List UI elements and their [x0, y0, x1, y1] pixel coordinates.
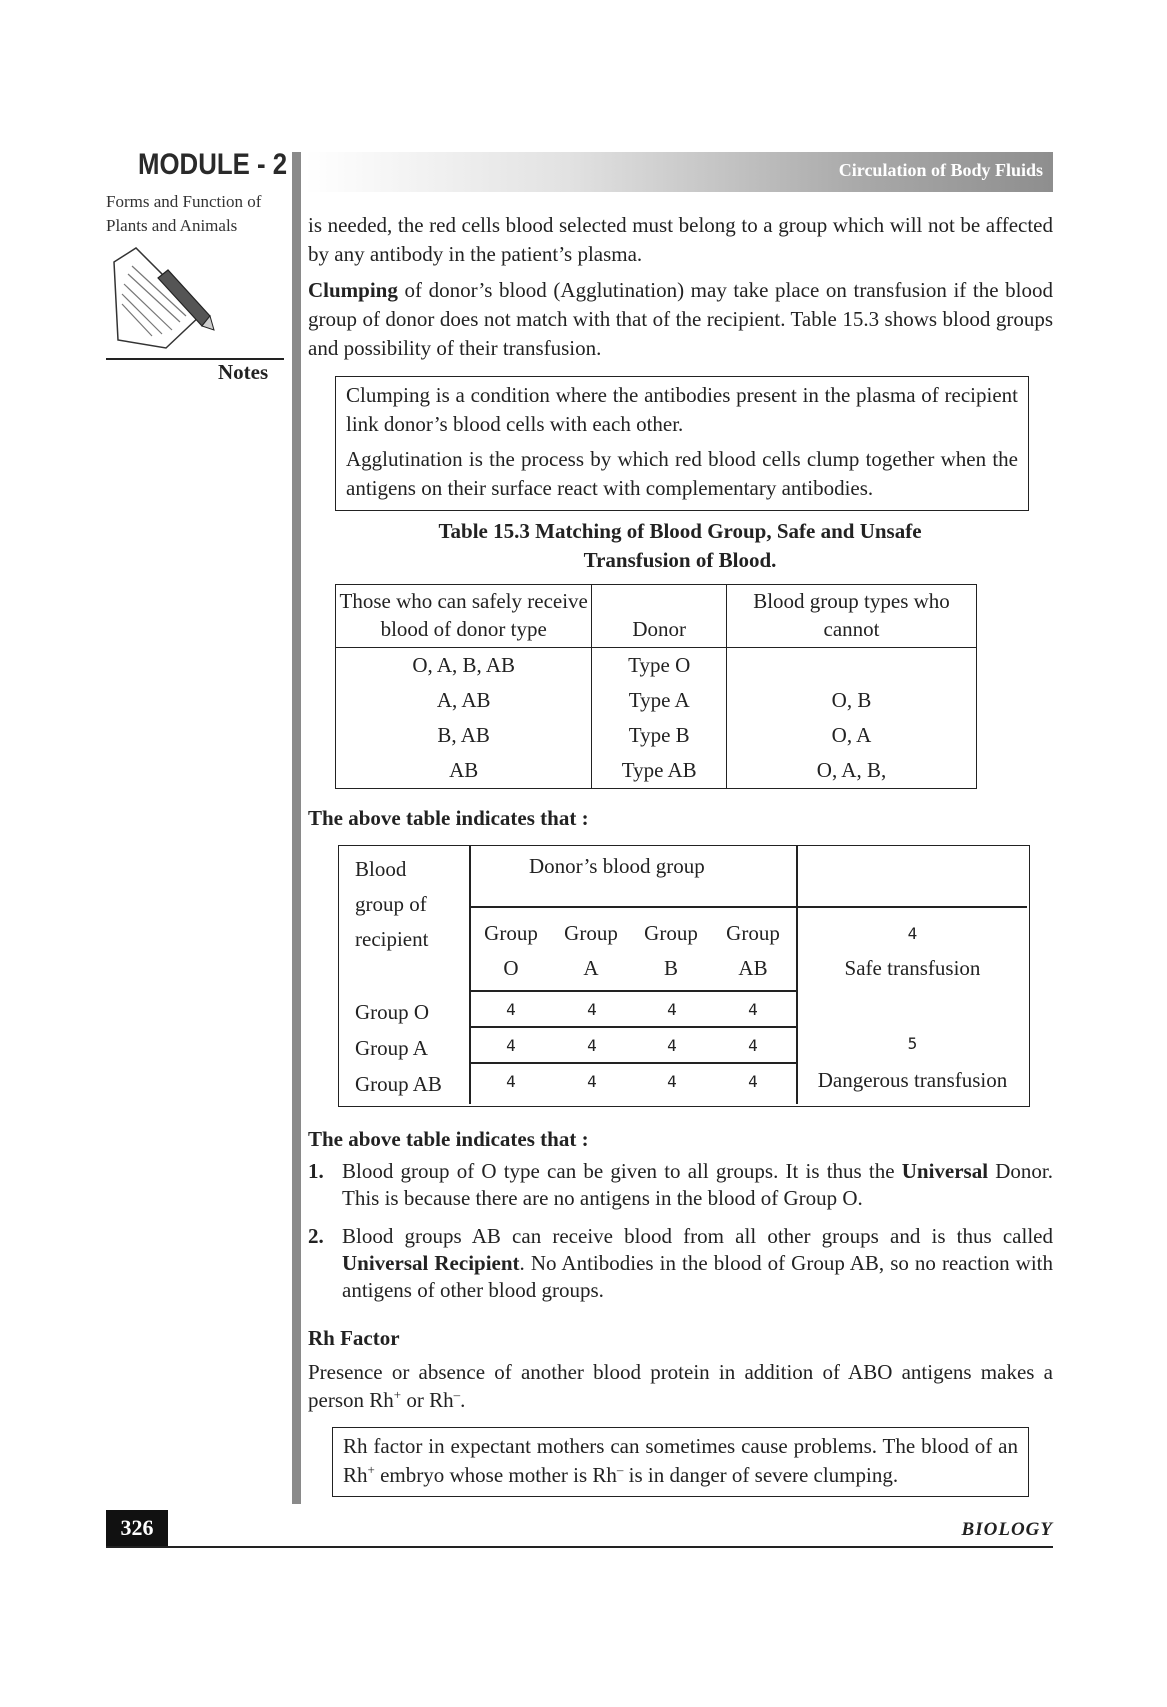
transfusion-table [335, 584, 977, 789]
point-text: Donor. This is because there are no antigens in the blood of Group O. [342, 1159, 1053, 1210]
definition-box [335, 376, 1029, 511]
list-number: 2. [308, 1224, 324, 1248]
table-cell: Type A [592, 683, 727, 718]
table-row [336, 753, 977, 789]
rh-heading: Rh Factor [308, 1326, 400, 1350]
footer-subject: BIOLOGY [961, 1519, 1053, 1540]
clumping-paragraph [308, 276, 1053, 363]
table-cell: Type B [592, 718, 727, 753]
tick-cell: 4 [667, 1000, 677, 1019]
footer-divider [106, 1546, 1053, 1548]
group-letter: B [663, 956, 678, 980]
tick-cell: 4 [667, 1036, 677, 1055]
point-bold: Universal [901, 1159, 989, 1183]
donor-group-o [470, 916, 552, 986]
rh-box-text: Rh factor in expectant mothers can sometimes cause problems. The blood of an Rh [343, 1434, 1018, 1487]
definition-agglutination: Agglutination is the process by which red blood cells clump together when the antigens on their surface react with complementary antibodies. [346, 447, 1018, 500]
donor-group-header: Donor’s blood group [529, 854, 705, 878]
intro-paragraph: is needed, the red cells blood selected must belong to a group which will not be affected by any antibody in the patient’s plasma. [308, 213, 1053, 266]
table-cell: AB [336, 753, 592, 789]
recipient-group-a: Group A [355, 1036, 428, 1060]
tick-cell: 4 [587, 1036, 597, 1055]
tick-cell: 4 [506, 1000, 516, 1019]
tick-cell: 4 [506, 1072, 516, 1091]
tick-row [470, 1064, 797, 1100]
donor-group-b [630, 916, 712, 986]
tick-cell: 4 [748, 1036, 758, 1055]
table-header: Blood group types who cannot [727, 585, 977, 648]
module-subtitle-line2: Plants and Animals [106, 216, 238, 235]
table-cell: O, A, B, [727, 753, 977, 789]
point-text: Blood group of O type can be given to all groups. It is thus the [342, 1159, 902, 1183]
table-row [336, 648, 977, 684]
rh-sup: + [393, 1387, 402, 1402]
recipient-group-o: Group O [355, 1000, 430, 1024]
point-bold: Universal Recipient [342, 1251, 520, 1275]
table-row [336, 718, 977, 753]
rh-text: Presence or absence of another blood protein in addition of ABO antigens makes a person Rh [308, 1360, 1053, 1412]
table-caption-line1: Table 15.3 Matching of Blood Group, Safe and Unsafe [438, 519, 922, 543]
points-list [308, 1158, 1053, 1304]
group-letter: AB [738, 956, 768, 980]
group-word: Group [484, 921, 538, 945]
tick-cell: 4 [667, 1072, 677, 1091]
table-cell: O, A [727, 718, 977, 753]
table-cell: Type AB [592, 753, 727, 789]
group-letter: A [583, 956, 599, 980]
table-cell: B, AB [336, 718, 592, 753]
rh-sup: – [616, 1462, 624, 1477]
group-letter: O [503, 956, 519, 980]
tick-cell: 4 [587, 1000, 597, 1019]
recipient-label-line2: group of [355, 892, 427, 916]
rh-paragraph [308, 1358, 1053, 1414]
legend-safe-label: Safe transfusion [844, 956, 981, 980]
point-text: . No Antibodies in the blood of Group AB, so no reaction with antigens of other blood groups. [342, 1251, 1054, 1302]
list-item [308, 1223, 1053, 1304]
rh-note-box [332, 1427, 1029, 1497]
list-number: 1. [308, 1159, 324, 1183]
rh-box-text: is in danger of severe clumping. [623, 1463, 899, 1487]
module-subtitle [106, 190, 286, 238]
table-caption-line2: Transfusion of Blood. [583, 548, 777, 572]
rh-sup: + [367, 1462, 375, 1477]
margin-bar [292, 152, 301, 1504]
table-summary-heading: The above table indicates that : [308, 806, 589, 830]
table-caption [360, 517, 1000, 575]
recipient-label [355, 852, 428, 957]
tick-row [470, 1028, 797, 1064]
module-subtitle-line1: Forms and Function of [106, 192, 262, 211]
recipient-row-labels [355, 994, 442, 1102]
table-row [336, 683, 977, 718]
tick-cell: 4 [506, 1036, 516, 1055]
notepad-pencil-icon [106, 244, 216, 352]
tick-cell: 4 [748, 1000, 758, 1019]
clumping-text: of donor’s blood (Agglutination) may take place on transfusion if the blood group of donor does not match with that of the recipient. Table 15.3 shows blood groups and possibility of their transfusion. [308, 278, 1053, 360]
page-number: 326 [106, 1510, 168, 1546]
table-cell: O, B [727, 683, 977, 718]
table-cell [727, 648, 977, 684]
legend-safe-symbol: 4 [907, 924, 918, 943]
point-text: Blood groups AB can receive blood from all other groups and is thus called [342, 1224, 1053, 1248]
tick-cell: 4 [587, 1072, 597, 1091]
compatibility-matrix [338, 845, 1030, 1107]
group-word: Group [644, 921, 698, 945]
group-word: Group [726, 921, 780, 945]
list-item [308, 1158, 1053, 1212]
donor-group-a [550, 916, 632, 986]
group-word: Group [564, 921, 618, 945]
legend-danger-symbol: 5 [907, 1034, 918, 1053]
recipient-label-line1: Blood [355, 857, 407, 881]
tick-row [470, 992, 797, 1028]
chapter-header [305, 152, 1053, 192]
table-header: Donor [592, 585, 727, 648]
rh-text: . [460, 1388, 466, 1412]
tick-grid [470, 992, 797, 1100]
legend-danger [798, 1026, 1027, 1098]
rh-sup: – [453, 1387, 461, 1402]
chapter-title: Circulation of Body Fluids [838, 160, 1043, 180]
module-title: MODULE - 2 [138, 148, 288, 181]
donor-group-ab [712, 916, 794, 986]
table-header: Those who can safely receive blood of donor type [336, 585, 592, 648]
rh-text: or Rh [401, 1388, 454, 1412]
table-cell: Type O [592, 648, 727, 684]
table-cell: O, A, B, AB [336, 648, 592, 684]
notes-label: Notes [218, 360, 269, 384]
recipient-group-ab: Group AB [355, 1072, 442, 1096]
points-heading: The above table indicates that : [308, 1127, 589, 1151]
tick-cell: 4 [748, 1072, 758, 1091]
recipient-label-line3: recipient [355, 927, 429, 951]
legend-safe [798, 916, 1027, 986]
legend-danger-label: Dangerous transfusion [817, 1068, 1008, 1092]
table-cell: A, AB [336, 683, 592, 718]
rh-box-text: embryo whose mother is Rh [374, 1463, 617, 1487]
definition-clumping: Clumping is a condition where the antibodies present in the plasma of recipient link donor’s blood cells with each other. [346, 383, 1018, 436]
clumping-term: Clumping [308, 278, 398, 302]
